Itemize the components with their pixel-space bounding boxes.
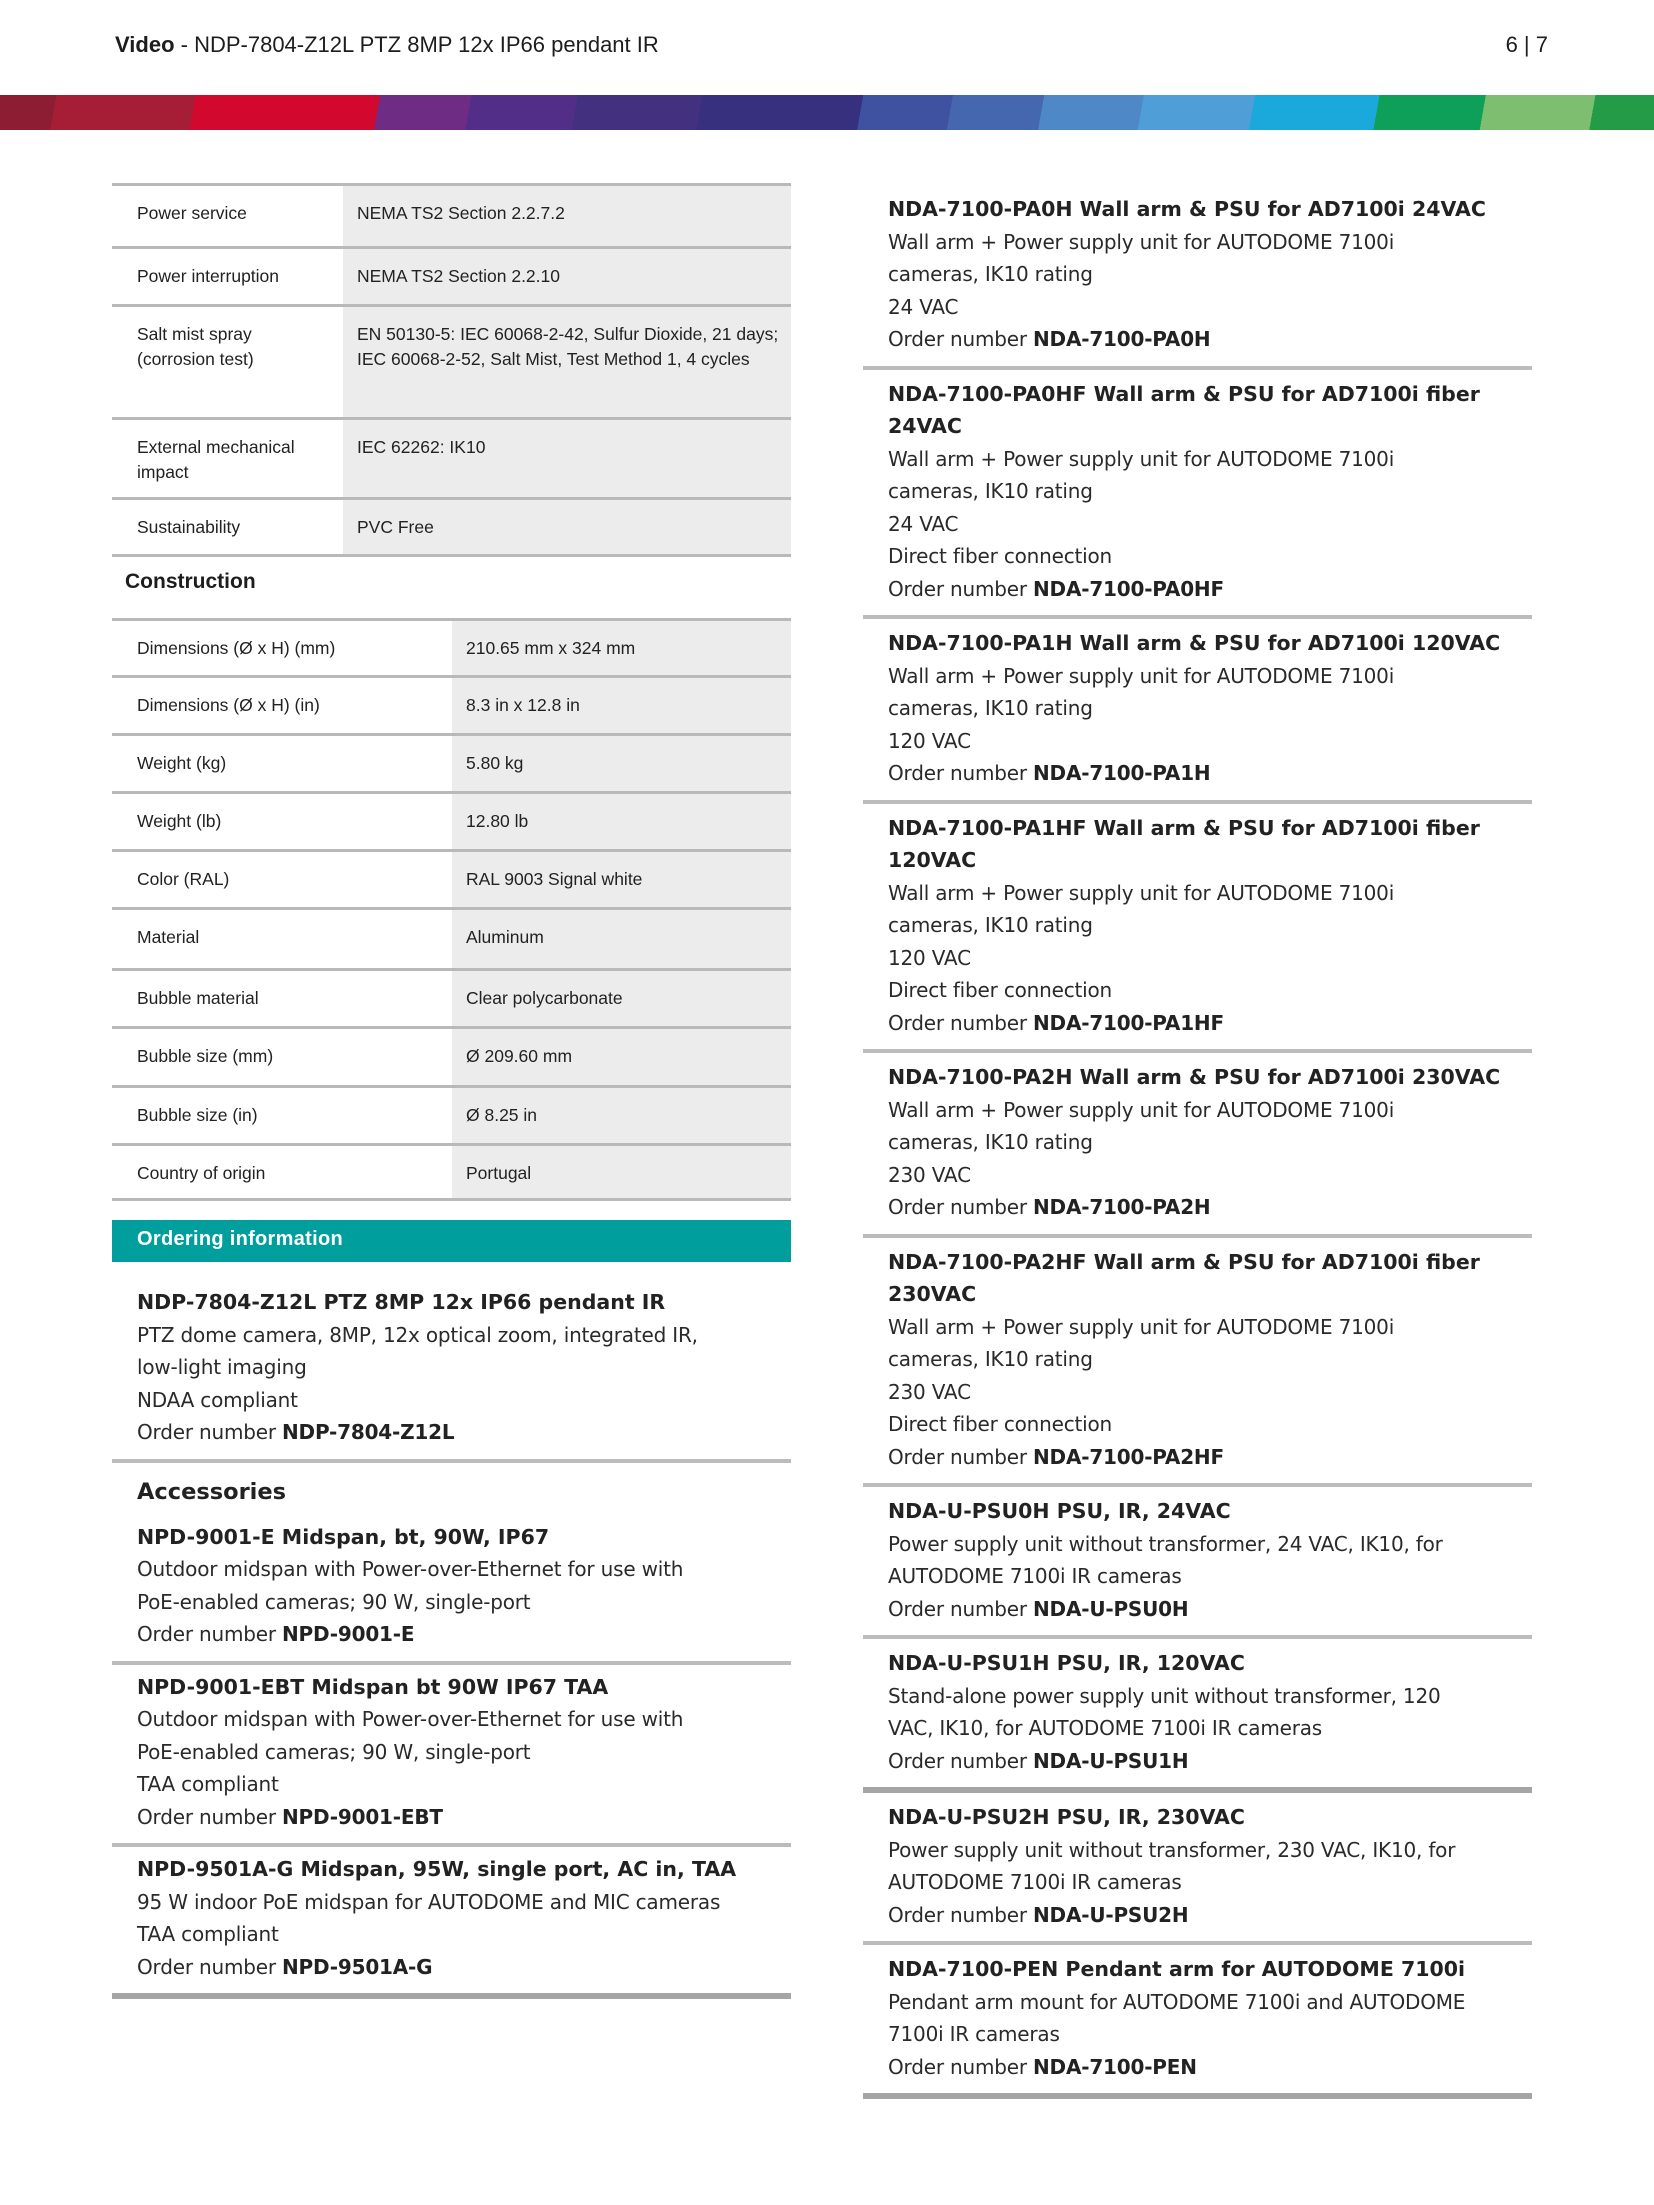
- accessory-item: [863, 1945, 1532, 2099]
- order-number-value: NDA-7100-PA2HF: [1033, 1444, 1224, 1469]
- spec-row: [112, 1026, 791, 1085]
- order-number-line: [863, 1007, 1532, 1040]
- product-description-line: 24 VAC: [888, 294, 959, 319]
- spec-value: Aluminum: [452, 910, 791, 968]
- spec-value: NEMA TS2 Section 2.2.7.2: [343, 186, 791, 246]
- accessory-item: [863, 1053, 1532, 1238]
- order-number-line: [112, 1951, 791, 1984]
- spec-label: Weight (lb): [112, 794, 452, 849]
- product-description-line: Wall arm + Power supply unit for AUTODOME 7100i: [888, 1314, 1395, 1339]
- spec-value: RAL 9003 Signal white: [452, 852, 791, 907]
- product-description-line: cameras, IK10 rating: [888, 1347, 1093, 1371]
- spec-row: [112, 497, 791, 557]
- accessory-item: [863, 619, 1532, 804]
- product-description-line: Wall arm + Power supply unit for AUTODOME 7100i: [888, 663, 1395, 688]
- order-number-line: [863, 1593, 1532, 1626]
- product-description-line: 24 VAC: [888, 511, 959, 536]
- spec-row: [112, 246, 791, 304]
- product-description-line: NDAA compliant: [137, 1387, 298, 1412]
- product-description-line: 230 VAC: [888, 1162, 971, 1187]
- spec-label: Bubble size (in): [112, 1088, 452, 1143]
- product-description-line: Direct fiber connection: [888, 978, 1113, 1002]
- spec-label: Sustainability: [112, 500, 343, 554]
- accessory-item: [863, 1238, 1532, 1488]
- ordering-left-block: [112, 1280, 791, 1999]
- order-number-value: NDA-7100-PA0HF: [1033, 576, 1224, 601]
- spec-row: [112, 618, 791, 675]
- product-description-line: cameras, IK10 rating: [888, 262, 1093, 286]
- product-description-line: PoE-enabled cameras; 90 W, single-port: [137, 1739, 531, 1764]
- order-number-value: NDA-U-PSU2H: [1033, 1902, 1189, 1927]
- order-number-value: NDA-7100-PA1HF: [1033, 1010, 1224, 1035]
- order-number-value: NPD-9001-EBT: [282, 1804, 443, 1829]
- spec-label: Country of origin: [112, 1146, 452, 1198]
- order-number-label: Order number: [888, 1596, 1034, 1621]
- spec-row: [112, 1143, 791, 1201]
- order-number-label: Order number: [137, 1420, 283, 1444]
- order-number-label: Order number: [888, 327, 1034, 351]
- construction-section-title: Construction: [125, 570, 256, 593]
- order-number-label: Order number: [137, 1804, 283, 1829]
- accessory-item: [863, 1639, 1532, 1793]
- product-description-line: 230 VAC: [888, 1379, 971, 1404]
- order-number-value: NDA-7100-PEN: [1033, 2054, 1197, 2079]
- product-title: NDA-7100-PA1H Wall arm & PSU for AD7100i 120VAC: [888, 631, 1501, 655]
- order-number-value: NDA-7100-PA1H: [1033, 761, 1211, 785]
- spec-value: Ø 209.60 mm: [452, 1029, 791, 1085]
- spec-value: 12.80 lb: [452, 794, 791, 849]
- spec-label: Material: [112, 910, 452, 968]
- spec-row: [112, 733, 791, 791]
- spec-row: [112, 675, 791, 733]
- product-description-line: AUTODOME 7100i IR cameras: [888, 1870, 1182, 1894]
- product-description-line: Pendant arm mount for AUTODOME 7100i and AUTODOME: [888, 1989, 1466, 2014]
- accessory-item: [863, 804, 1532, 1054]
- header-category: Video: [115, 32, 175, 57]
- product-title: NDP-7804-Z12L PTZ 8MP 12x IP66 pendant IR: [137, 1290, 666, 1314]
- spec-label: Dimensions (Ø x H) (in): [112, 678, 452, 733]
- spec-value: EN 50130-5: IEC 60068-2-42, Sulfur Dioxide, 21 days; IEC 60068-2-52, Salt Mist, Test Method 1, 4 cycles: [343, 307, 791, 417]
- spec-value: Ø 8.25 in: [452, 1088, 791, 1143]
- spec-value: 210.65 mm x 324 mm: [452, 621, 791, 675]
- product-description-line: 120 VAC: [888, 728, 971, 753]
- spec-label: Bubble material: [112, 971, 452, 1026]
- product-description-line: cameras, IK10 rating: [888, 479, 1093, 503]
- spec-row: [112, 849, 791, 907]
- product-title: 230VAC: [888, 1282, 977, 1306]
- spec-label: Salt mist spray (corrosion test): [112, 307, 343, 417]
- product-title: NPD-9001-E Midspan, bt, 90W, IP67: [137, 1524, 550, 1549]
- spec-label: Bubble size (mm): [112, 1029, 452, 1085]
- spec-value: PVC Free: [343, 500, 791, 554]
- product-description-line: 7100i IR cameras: [888, 2022, 1060, 2046]
- header-product-name: - NDP-7804-Z12L PTZ 8MP 12x IP66 pendant IR: [180, 32, 659, 57]
- product-description-line: low-light imaging: [137, 1355, 307, 1379]
- accessory-item: [112, 1665, 791, 1848]
- spec-row: [112, 791, 791, 849]
- spec-label: Weight (kg): [112, 736, 452, 791]
- order-number-line: [863, 1899, 1532, 1932]
- spec-value: Clear polycarbonate: [452, 971, 791, 1026]
- product-description-line: Direct fiber connection: [888, 1412, 1113, 1436]
- product-description-line: PoE-enabled cameras; 90 W, single-port: [137, 1589, 531, 1614]
- order-number-value: NDA-U-PSU0H: [1033, 1596, 1189, 1621]
- order-number-value: NPD-9501A-G: [282, 1954, 433, 1979]
- product-description-line: cameras, IK10 rating: [888, 696, 1093, 720]
- spec-row: [112, 304, 791, 417]
- spec-label: Color (RAL): [112, 852, 452, 907]
- product-title: NDA-U-PSU0H PSU, IR, 24VAC: [888, 1499, 1231, 1523]
- product-description-line: Outdoor midspan with Power-over-Ethernet for use with: [137, 1707, 684, 1731]
- product-description-line: Stand-alone power supply unit without transformer, 120: [888, 1683, 1441, 1708]
- spec-value: Portugal: [452, 1146, 791, 1198]
- accessories-section-title: Accessories: [137, 1478, 287, 1505]
- product-title: NPD-9501A-G Midspan, 95W, single port, AC in, TAA: [137, 1857, 737, 1881]
- ordering-information-banner: [112, 1220, 791, 1262]
- order-number-line: [112, 1801, 791, 1834]
- ordered-product-item: [112, 1280, 791, 1463]
- product-description-line: Wall arm + Power supply unit for AUTODOME 7100i: [888, 1097, 1395, 1122]
- order-number-label: Order number: [888, 2054, 1034, 2079]
- page-number: 6 | 7: [1505, 32, 1548, 57]
- order-number-value: NDA-U-PSU1H: [1033, 1748, 1189, 1773]
- product-description-line: Wall arm + Power supply unit for AUTODOME 7100i: [888, 229, 1395, 254]
- construction-spec-table: [112, 618, 791, 1201]
- accessory-item: [863, 185, 1532, 370]
- product-title: NDA-7100-PA1HF Wall arm & PSU for AD7100i fiber: [888, 815, 1480, 840]
- spec-value: 8.3 in x 12.8 in: [452, 678, 791, 733]
- product-title: NDA-7100-PA0HF Wall arm & PSU for AD7100i fiber: [888, 381, 1480, 406]
- product-title: 120VAC: [888, 848, 977, 872]
- product-title: NDA-7100-PA2HF Wall arm & PSU for AD7100i fiber: [888, 1249, 1480, 1274]
- product-description-line: TAA compliant: [137, 1922, 279, 1946]
- spec-value: 5.80 kg: [452, 736, 791, 791]
- product-title: NDA-U-PSU1H PSU, IR, 120VAC: [888, 1651, 1245, 1675]
- product-description-line: Direct fiber connection: [888, 544, 1113, 568]
- spec-row: [112, 417, 791, 497]
- order-number-line: [863, 2051, 1532, 2084]
- product-description-line: Wall arm + Power supply unit for AUTODOME 7100i: [888, 446, 1395, 471]
- order-number-value: NPD-9001-E: [282, 1622, 415, 1646]
- product-description-line: cameras, IK10 rating: [888, 913, 1093, 937]
- order-number-label: Order number: [888, 1444, 1034, 1469]
- product-description-line: Wall arm + Power supply unit for AUTODOME 7100i: [888, 880, 1395, 905]
- product-title: NDA-7100-PEN Pendant arm for AUTODOME 7100i: [888, 1957, 1466, 1981]
- certification-spec-table: [112, 183, 791, 557]
- order-number-line: [863, 1191, 1532, 1224]
- product-description-line: Power supply unit without transformer, 230 VAC, IK10, for: [888, 1837, 1456, 1862]
- spec-row: [112, 183, 791, 246]
- product-title: NDA-U-PSU2H PSU, IR, 230VAC: [888, 1805, 1245, 1829]
- spec-row: [112, 907, 791, 968]
- order-number-label: Order number: [888, 1748, 1034, 1773]
- spec-label: External mechanical impact: [112, 420, 343, 497]
- order-number-value: NDA-7100-PA0H: [1033, 327, 1211, 351]
- order-number-line: [863, 757, 1532, 790]
- spec-label: Power interruption: [112, 249, 343, 304]
- product-description-line: Power supply unit without transformer, 24 VAC, IK10, for: [888, 1531, 1443, 1556]
- order-number-line: [863, 1441, 1532, 1474]
- accessory-item: [863, 1793, 1532, 1945]
- spec-value: NEMA TS2 Section 2.2.10: [343, 249, 791, 304]
- product-description-line: VAC, IK10, for AUTODOME 7100i IR cameras: [888, 1716, 1323, 1740]
- accessory-item: [112, 1847, 791, 1999]
- spec-row: [112, 1085, 791, 1143]
- brand-color-ribbon: [0, 95, 1654, 130]
- spec-value: IEC 62262: IK10: [343, 420, 791, 497]
- product-description-line: cameras, IK10 rating: [888, 1130, 1093, 1154]
- product-title: NPD-9001-EBT Midspan bt 90W IP67 TAA: [137, 1674, 609, 1699]
- product-description-line: Outdoor midspan with Power-over-Ethernet for use with: [137, 1557, 684, 1581]
- order-number-line: [863, 573, 1532, 606]
- accessory-item: [863, 1487, 1532, 1639]
- order-number-label: Order number: [888, 1902, 1034, 1927]
- spec-row: [112, 968, 791, 1026]
- order-number-label: Order number: [137, 1622, 283, 1646]
- spec-label: Power service: [112, 186, 343, 246]
- order-number-value: NDP-7804-Z12L: [282, 1420, 455, 1444]
- order-number-line: [863, 1745, 1532, 1778]
- product-title: 24VAC: [888, 414, 962, 438]
- order-number-label: Order number: [888, 1010, 1034, 1035]
- order-number-label: Order number: [888, 576, 1034, 601]
- product-description-line: AUTODOME 7100i IR cameras: [888, 1564, 1182, 1588]
- order-number-label: Order number: [137, 1954, 283, 1979]
- product-title: NDA-7100-PA2H Wall arm & PSU for AD7100i 230VAC: [888, 1065, 1501, 1089]
- order-number-line: [112, 1618, 791, 1651]
- order-number-line: [863, 323, 1532, 356]
- product-description-line: 95 W indoor PoE midspan for AUTODOME and MIC cameras: [137, 1889, 721, 1914]
- product-description-line: TAA compliant: [137, 1772, 279, 1796]
- accessories-right-column: [863, 185, 1532, 2099]
- product-title: NDA-7100-PA0H Wall arm & PSU for AD7100i 24VAC: [888, 197, 1486, 221]
- product-description-line: 120 VAC: [888, 945, 971, 970]
- ordering-information-banner-label: Ordering information: [137, 1228, 343, 1250]
- spec-label: Dimensions (Ø x H) (mm): [112, 621, 452, 675]
- order-number-label: Order number: [888, 1195, 1034, 1219]
- accessory-item: [863, 370, 1532, 620]
- order-number-line: [112, 1416, 791, 1449]
- order-number-label: Order number: [888, 761, 1034, 785]
- document-header: [115, 32, 659, 58]
- accessory-item: [112, 1515, 791, 1665]
- order-number-value: NDA-7100-PA2H: [1033, 1195, 1211, 1219]
- product-description-line: PTZ dome camera, 8MP, 12x optical zoom, integrated IR,: [137, 1322, 698, 1347]
